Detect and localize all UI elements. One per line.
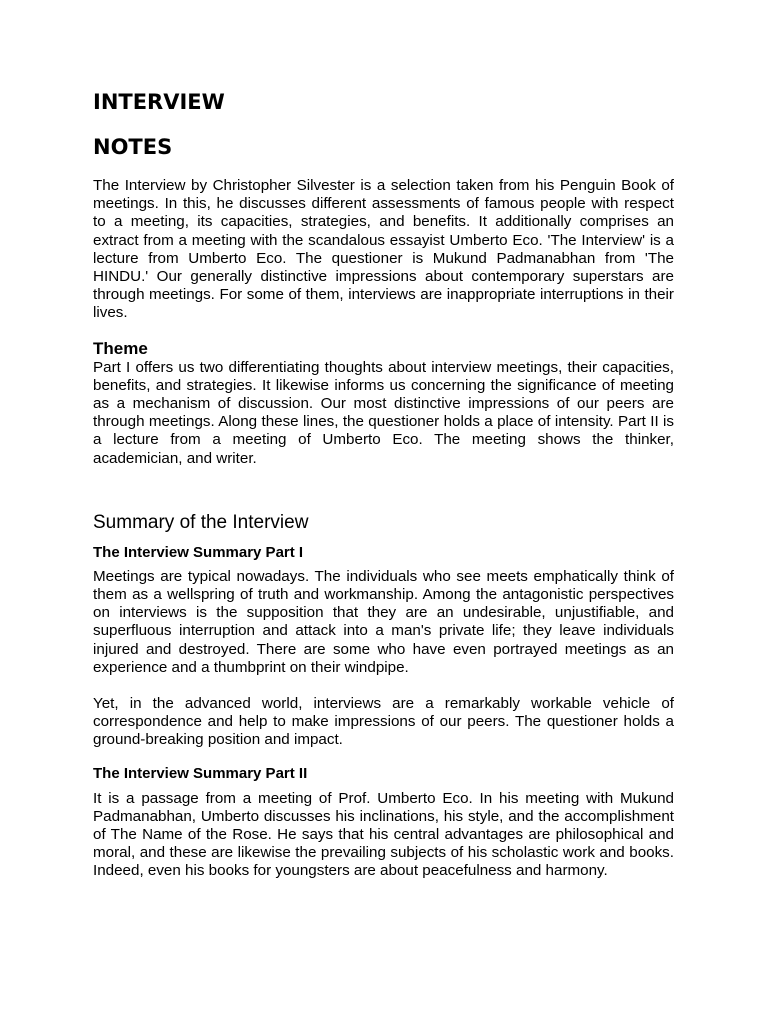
document-title-line-1: INTERVIEW xyxy=(93,90,225,114)
document-title-line-2: NOTES xyxy=(93,135,173,159)
summary-part-1-paragraph-1: Meetings are typical nowadays. The individuals who see meets emphatically think of them as a wellspring of truth and workmanship. Among the antagonistic perspectives on interviews is the supposition that they are an undesirable, unjustifiable, and superfluous interruption and attack into a man's private life; they leave individuals injured and destroyed. There are some who have even portrayed meetings as an experience and a thumbprint on their windpipe. xyxy=(93,567,674,676)
intro-paragraph: The Interview by Christopher Silvester is a selection taken from his Penguin Book of meetings. In this, he discusses different assessments of famous people with respect to a meeting, its capacities, strategies, and benefits. It additionally comprises an extract from a meeting with the scandalous essayist Umberto Eco. 'The Interview' is a lecture from Umberto Eco. The questioner is Mukund Padmanabhan from 'The HINDU.' Our generally distinctive impressions about contemporary superstars are through meetings. For some of them, interviews are inappropriate interruptions in their lives. xyxy=(93,177,674,322)
summary-part-1-paragraph-2: Yet, in the advanced world, interviews are a remarkably workable vehicle of correspondence and help to make impressions of our peers. The questioner holds a ground-breaking position and impact. xyxy=(93,695,674,749)
summary-part-2-paragraph-1: It is a passage from a meeting of Prof. Umberto Eco. In his meeting with Mukund Padmanabhan, Umberto discusses his inclinations, his style, and the accomplishment of The Name of the Rose. He says that his central advantages are philosophical and moral, and these are likewise the prevailing subjects of his scholastic work and books. Indeed, even his books for youngsters are about peacefulness and harmony. xyxy=(93,789,674,880)
summary-part-2-heading: The Interview Summary Part II xyxy=(93,764,308,782)
theme-paragraph: Part I offers us two differentiating thoughts about interview meetings, their capacities, benefits, and strategies. It likewise informs us concerning the significance of meeting as a mechanism of discussion. Our most distinctive impressions of our peers are through meetings. Along these lines, the questioner holds a place of intensity. Part II is a lecture from a meeting of Umberto Eco. The meeting shows the thinker, academician, and writer. xyxy=(93,358,674,467)
summary-heading: Summary of the Interview xyxy=(93,511,309,533)
theme-heading: Theme xyxy=(93,338,148,358)
summary-part-1-heading: The Interview Summary Part I xyxy=(93,543,304,561)
document-page xyxy=(93,88,674,881)
